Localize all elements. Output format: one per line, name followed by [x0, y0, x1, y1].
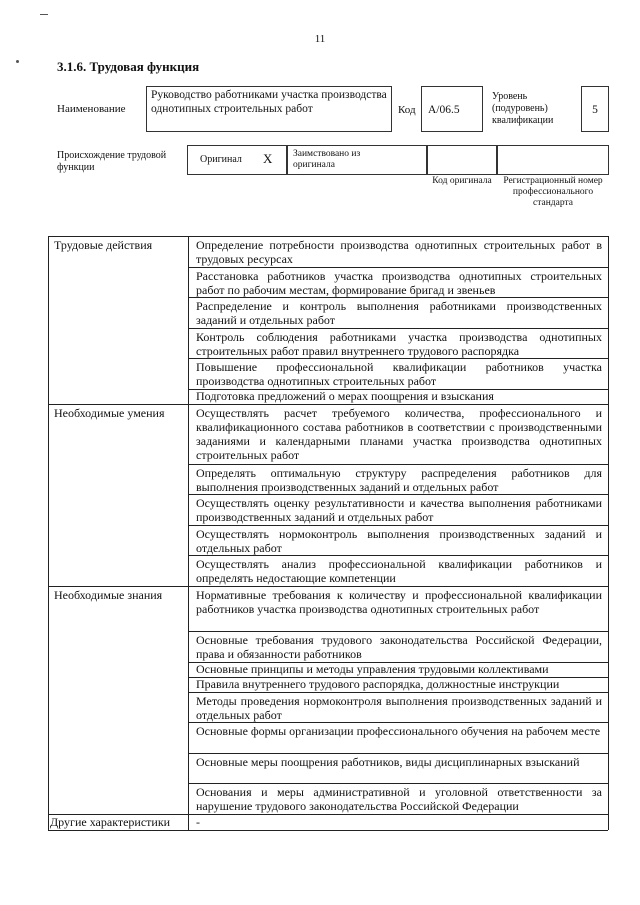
- list-item: Расстановка работников участка производства однотипных строительных работ по рабочим местам, формирование бригад и звеньев: [196, 269, 602, 297]
- section-label-knowledge: Необходимые знания: [54, 588, 163, 602]
- code-value: A/06.5: [428, 104, 460, 116]
- list-item: Осуществлять анализ профессиональной квалификации работников и определять недостающие компетенции: [196, 557, 602, 585]
- original-box: [187, 145, 287, 175]
- list-item: -: [196, 815, 200, 829]
- section-title: 3.1.6. Трудовая функция: [57, 59, 200, 74]
- name-label: Наименование: [57, 103, 126, 115]
- origin-label: Происхождение трудовой функции: [57, 150, 167, 173]
- list-item: Основные требования трудового законодательства Российской Федерации, права и обязанности работников: [196, 633, 602, 661]
- list-item: Определение потребности производства однотипных строительных работ в трудовых ресурсах: [196, 238, 602, 266]
- section-label-labor-actions: Трудовые действия: [54, 238, 153, 252]
- list-item: Осуществлять расчет требуемого количества, профессионального и квалификационного состава работников в соответствии с производственными заданиями и календарными планами участка производства однотипных строительных работ: [196, 406, 602, 462]
- list-item: Распределение и контроль выполнения работниками производственных заданий и отдельных работ: [196, 299, 602, 327]
- list-item: Осуществлять нормоконтроль выполнения производственных заданий и отдельных работ: [196, 527, 602, 555]
- list-item: Методы проведения нормоконтроля выполнения производственных заданий и отдельных работ: [196, 694, 602, 722]
- list-item: Осуществлять оценку результативности и качества выполнения работниками производственных заданий и отдельных работ: [196, 496, 602, 524]
- list-item: Контроль соблюдения работниками участка производства однотипных строительных работ правил внутреннего трудового распорядка: [196, 330, 602, 358]
- page-number: 11: [314, 33, 326, 45]
- list-item: Основания и меры административной и уголовной ответственности за нарушение трудового законодательства Российской Федерации: [196, 785, 602, 813]
- original-mark: X: [263, 151, 273, 166]
- section-label-other: Другие характеристики: [50, 815, 171, 829]
- original-label: Оригинал: [200, 154, 242, 165]
- name-value: Руководство работниками участка производства однотипных строительных работ: [151, 89, 387, 115]
- list-item: Подготовка предложений о мерах поощрения и взыскания: [196, 389, 494, 403]
- margin-dot: [16, 60, 19, 63]
- borrowed-box: [287, 145, 427, 175]
- list-item: Основные формы организации профессионального обучения на рабочем месте: [196, 724, 601, 738]
- list-item: Нормативные требования к количеству и профессиональной квалификации работников участка производства однотипных строительных работ: [196, 588, 602, 616]
- level-value-box: [581, 86, 609, 132]
- list-item: Определять оптимальную структуру распределения работников для выполнения производственных заданий и отдельных работ: [196, 466, 602, 494]
- reg-number-box: [497, 145, 609, 175]
- reg-number-caption: Регистрационный номер профессионального стандарта: [503, 176, 603, 208]
- list-item: Основные принципы и методы управления трудовыми коллективами: [196, 662, 549, 676]
- function-table: [48, 236, 608, 830]
- margin-mark: [40, 14, 48, 15]
- code-original-caption: Код оригинала: [432, 176, 492, 186]
- code-value-box: [421, 86, 483, 132]
- section-label-skills: Необходимые умения: [54, 406, 165, 420]
- level-label: Уровень (подуровень) квалификации: [492, 91, 554, 126]
- code-original-box: [427, 145, 497, 175]
- name-value-box: [146, 86, 392, 132]
- borrowed-label: Заимствовано из оригинала: [293, 149, 361, 170]
- level-value: 5: [592, 104, 598, 116]
- list-item: Повышение профессиональной квалификации работников участка производства однотипных строительных работ: [196, 360, 602, 388]
- list-item: Основные меры поощрения работников, виды дисциплинарных взысканий: [196, 755, 580, 769]
- list-item: Правила внутреннего трудового распорядка, должностные инструкции: [196, 677, 560, 691]
- code-label: Код: [398, 104, 416, 116]
